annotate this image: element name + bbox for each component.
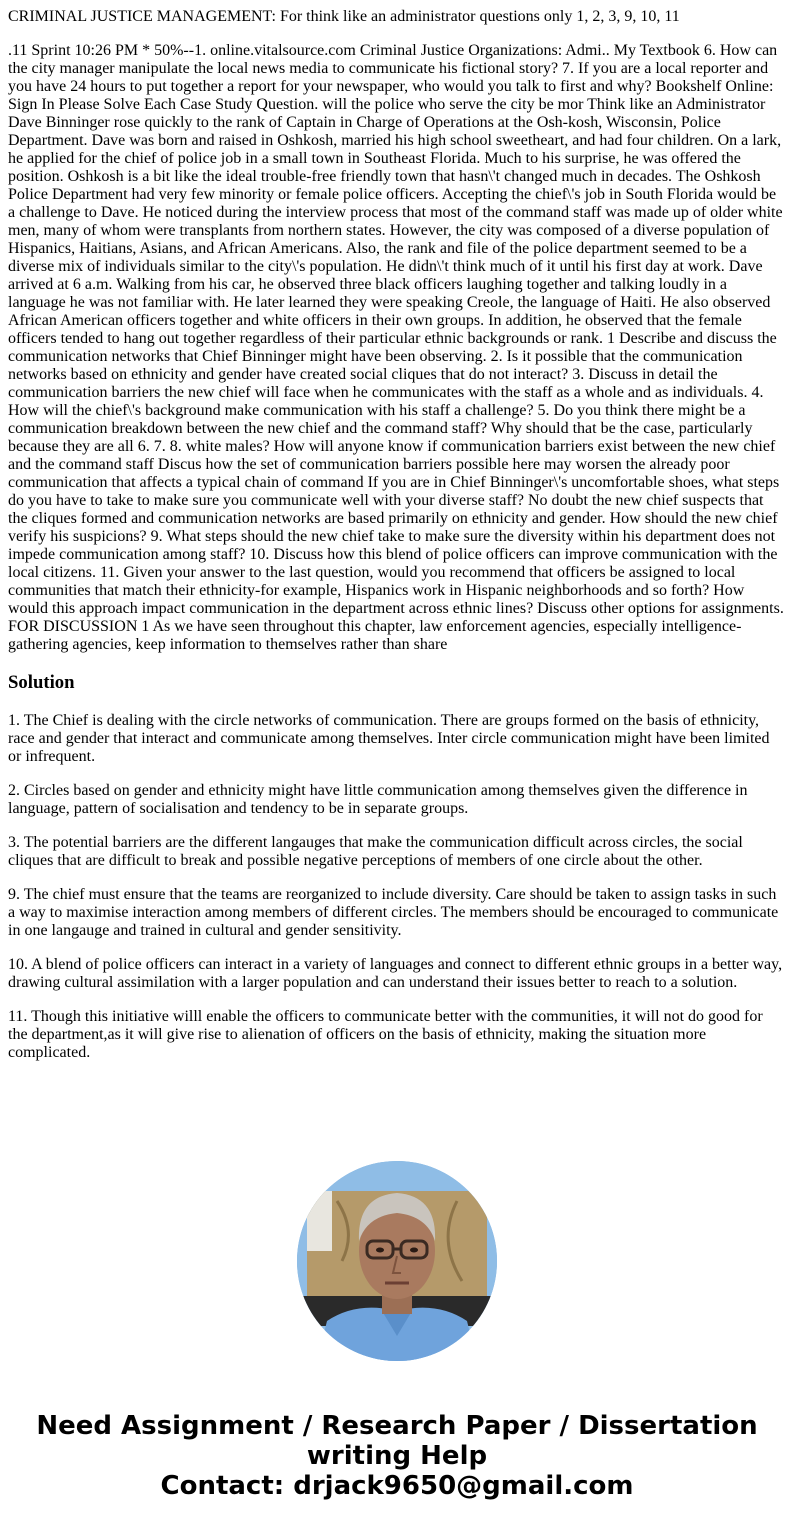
answer-item: 1. The Chief is dealing with the circle networks of communication. There are groups formed on the basis of ethnicity, race and gender that interact and communicate among themselves. Inter circle communication might have been limited or infrequent.: [8, 712, 770, 765]
promo-section: [0, 1161, 794, 1501]
solution-heading: Solution: [8, 672, 75, 693]
promo-contact: Contact: drjack9650@gmail.com: [160, 1471, 634, 1501]
promo-line-1: Need Assignment / Research Paper / Dissertation: [36, 1411, 758, 1441]
avatar: [297, 1161, 497, 1361]
promo-text: [0, 1411, 794, 1501]
question-title: CRIMINAL JUSTICE MANAGEMENT: For think like an administrator questions only 1, 2, 3, 9, 10, 11: [8, 8, 680, 25]
person-portrait-icon: [297, 1161, 497, 1361]
answer-item: 9. The chief must ensure that the teams are reorganized to include diversity. Care should be taken to assign tasks in such a way to maximise interaction among members of different circles. The members should be encouraged to communicate in one langauge and trained in cultural and gender sensitivity.: [8, 886, 779, 939]
document-content: [0, 8, 794, 1062]
question-body: .11 Sprint 10:26 PM * 50%--1. online.vitalsource.com Criminal Justice Organizations: Admi.. My Textbook 6. How can the city manager manipulate the local news media to communicate his fictional story? 7. If you are a local reporter and you have 24 hours to put together a report for your newspaper, who would you talk to first and why? Bookshelf Online: Sign In Please Solve Each Case Study Question. will the police who serve the city be mor Think like an Administrator Dave Binninger rose quickly to the rank of Captain in Charge of Operations at the Osh-kosh, Wisconsin, Police Department. Dave was born and raised in Oshkosh, married his high school sweetheart, and had four children. On a lark, he applied for the chief of police job in a small town in Southeast Florida. Much to his surprise, he was offered the position. Oshkosh is a bit like the ideal trouble-free friendly town that hasn\'t changed much in decades. The Oshkosh Police Department had very few minority or female police officers. Accepting the chief\'s job in South Florida would be a challenge to Dave. He noticed during the interview process that most of the command staff was made up of older white men, many of whom were transplants from northern states. However, the city was composed of a diverse population of Hispanics, Haitians, Asians, and African Americans. Also, the rank and file of the police department seemed to be a diverse mix of individuals similar to the city\'s population. He didn\'t think much of it until his first day at work. Dave arrived at 6 a.m. Walking from his car, he observed three black officers laughing together and talking loudly in a language he was not familiar with. He later learned they were speaking Creole, the language of Haiti. He also observed African American officers together and white officers in their own groups. In addition, he observed that the female officers tended to hang out together regardless of their particular ethnic backgrounds or rank. 1 Describe and discuss the communication networks that Chief Binninger might have been observing. 2. Is it possible that the communication networks based on ethnicity and gender have created social cliques that do not interact? 3. Discuss in detail the communication barriers the new chief will face when he communicates with the staff as a whole and as individuals. 4. How will the chief\'s background make communication with his staff a challenge? 5. Do you think there might be a communication breakdown between the new chief and the command staff? Why should that be the case, particularly because they are all 6. 7. 8. white males? How will anyone know if communication barriers exist between the new chief and the command staff Discus how the set of communication barriers possible here may worsen the already poor communication that affects a typical chain of command If you are in Chief Binninger\'s uncomfortable shoes, what steps do you have to take to make sure you communicate well with your diverse staff? No doubt the new chief suspects that the cliques formed and communication networks are based primarily on ethnicity and gender. How should the new chief verify his suspicions? 9. What steps should the new chief take to make sure the diversity within his department does not impede communication among staff? 10. Discuss how this blend of police officers can improve communication with the local citizens. 11. Given your answer to the last question, would you recommend that officers be assigned to local communities that match their ethnicity-for example, Hispanics work in Hispanic neighborhoods and so forth? How would this approach impact communication in the department across ethnic lines? Discuss other options for assignments. FOR DISCUSSION 1 As we have seen throughout this chapter, law enforcement agencies, especially intelligence-gathering agencies, keep information to themselves rather than share: [8, 42, 784, 653]
answer-item: 2. Circles based on gender and ethnicity might have little communication among themselves given the difference in language, pattern of socialisation and tendency to be in separate groups.: [8, 782, 748, 817]
answers-list: [8, 712, 786, 1062]
answer-item: 3. The potential barriers are the different langauges that make the communication difficult across circles, the social cliques that are difficult to break and possible negative perceptions of members of one circle about the other.: [8, 834, 743, 869]
answer-item: 10. A blend of police officers can interact in a variety of languages and connect to different ethnic groups in a better way, drawing cultural assimilation with a larger population and can understand their issues better to reach to a solution.: [8, 956, 783, 991]
answer-item: 11. Though this initiative willl enable the officers to communicate better with the communities, it will not do good for the department,as it will give rise to alienation of officers on the basis of ethnicity, making the situation more complicated.: [8, 1008, 763, 1061]
promo-line-2: writing Help: [306, 1441, 488, 1471]
